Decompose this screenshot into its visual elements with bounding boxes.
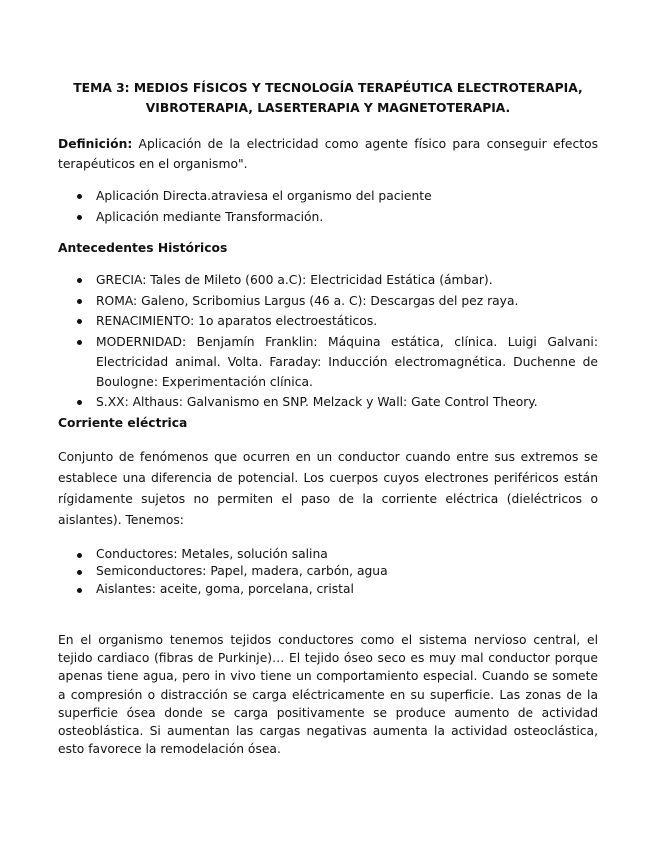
- list-item: GRECIA: Tales de Mileto (600 a.C): Electricidad Estática (ámbar).: [58, 270, 598, 290]
- current-heading: Corriente eléctrica: [58, 415, 188, 430]
- list-item: ROMA: Galeno, Scribomius Largus (46 a. C): Descargas del pez raya.: [58, 291, 598, 311]
- definition-label: Definición:: [58, 137, 133, 151]
- list-item: Aplicación mediante Transformación.: [58, 207, 598, 227]
- final-paragraph: En el organismo tenemos tejidos conductores como el sistema nervioso central, el tejido cardiaco (fibras de Purkinje)… El tejido óseo seco es muy mal conductor porque apenas tiene agua, pero in vivo tiene un comportamiento especial. Cuando se somete a compresión o distracción se carga eléctricamente en su superficie. Las zonas de la superficie ósea donde se carga positivamente se produce aumento de actividad osteoblástica. Si aumentan las cargas negativas aumenta la actividad osteoclástica, esto favorece la remodelación ósea.: [58, 633, 598, 757]
- list-item: Aplicación Directa.atraviesa el organismo del paciente: [58, 186, 598, 206]
- application-list: [58, 186, 598, 227]
- list-item: RENACIMIENTO: 1o aparatos electroestáticos.: [58, 311, 598, 331]
- list-item: MODERNIDAD: Benjamín Franklin: Máquina estática, clínica. Luigi Galvani: Electricidad animal. Volta. Faraday: Inducción electromagnética. Duchenne de Boulogne: Experimentación clínica.: [58, 332, 598, 392]
- document-page: [58, 78, 598, 758]
- title-line-1: TEMA 3: MEDIOS FÍSICOS Y TECNOLOGÍA TERAPÉUTICA ELECTROTERAPIA,: [73, 81, 583, 95]
- page-title: [58, 78, 598, 118]
- history-heading: Antecedentes Históricos: [58, 241, 228, 255]
- definition-text: Aplicación de la electricidad como agente físico para conseguir efectos terapéuticos en el organismo".: [58, 137, 598, 171]
- definition-paragraph: [58, 134, 598, 174]
- list-item: Conductores: Metales, solución salina: [58, 546, 598, 564]
- list-item: Aislantes: aceite, goma, porcelana, cristal: [58, 581, 598, 599]
- title-line-2: VIBROTERAPIA, LASERTERAPIA Y MAGNETOTERAPIA.: [145, 101, 511, 115]
- current-paragraph: Conjunto de fenómenos que ocurren en un conductor cuando entre sus extremos se establece una diferencia de potencial. Los cuerpos cuyos electrones periféricos están rígidamente sujetos no permiten el paso de la corriente eléctrica (dieléctricos o aislantes). Tenemos:: [58, 449, 598, 527]
- list-item: Semiconductores: Papel, madera, carbón, agua: [58, 563, 598, 581]
- list-item: S.XX: Althaus: Galvanismo en SNP. Melzack y Wall: Gate Control Theory.: [58, 392, 598, 412]
- history-list: [58, 270, 598, 412]
- materials-list: [58, 546, 598, 599]
